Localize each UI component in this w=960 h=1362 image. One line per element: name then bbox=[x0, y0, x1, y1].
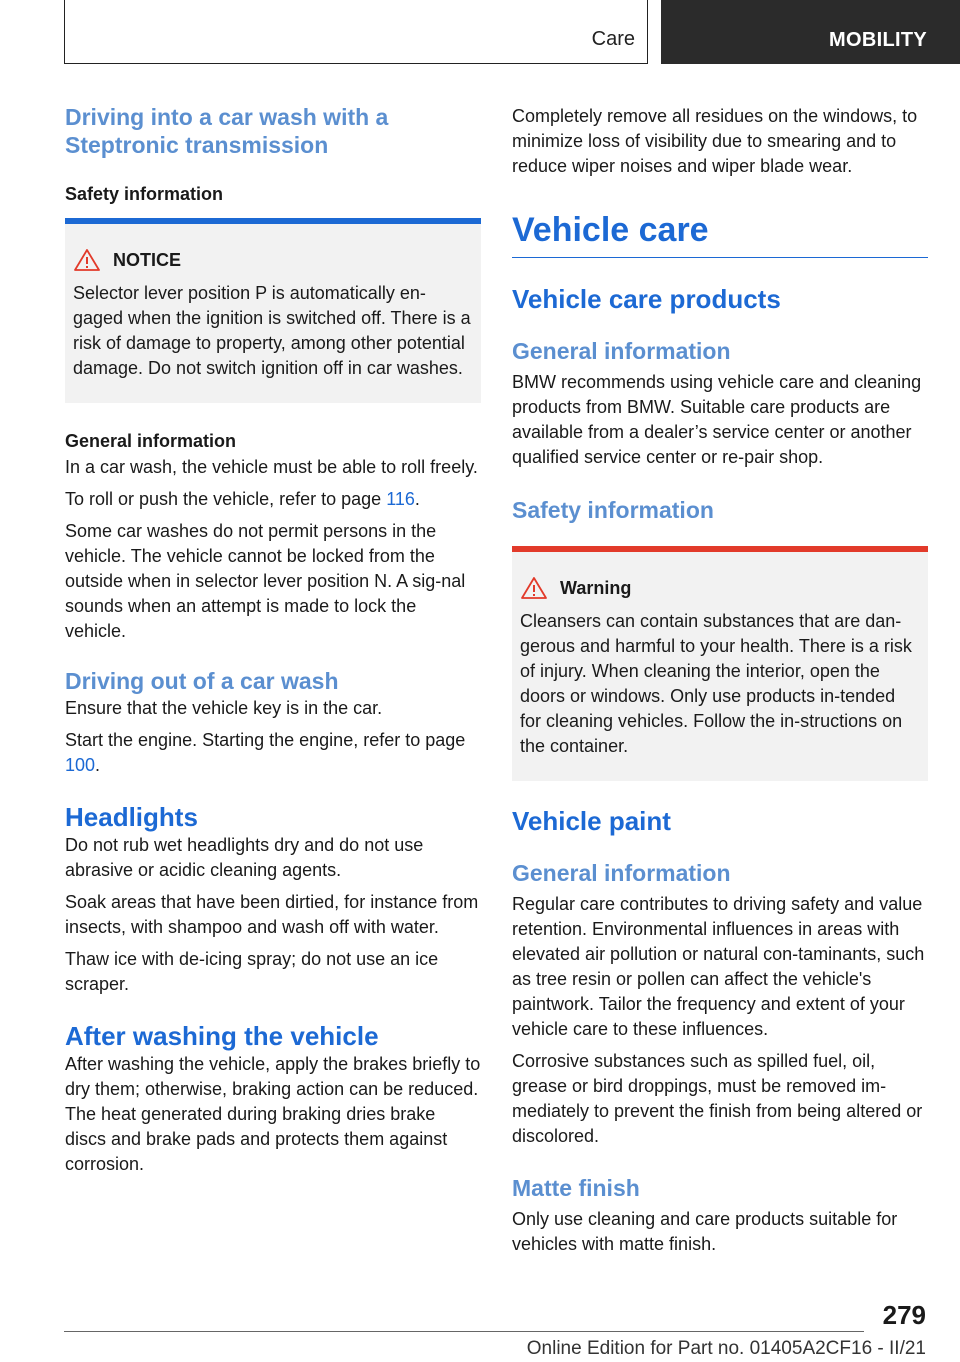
footer-edition: Online Edition for Part no. 01405A2CF16 - II/21 bbox=[526, 1338, 926, 1359]
text-period: . bbox=[414, 489, 420, 509]
notice-title: NOTICE bbox=[113, 249, 182, 270]
heading-vehicle-paint: Vehicle paint bbox=[512, 806, 671, 836]
warning-header bbox=[520, 576, 920, 600]
notice-text: Selector lever position P is automatically en‐gaged when the ignition is switched off. There is a risk of damage to property, among other potential damage. Do not switch ignition off in car washes. bbox=[73, 283, 471, 378]
heading-headlights: Headlights bbox=[65, 802, 198, 832]
header-frame bbox=[64, 0, 648, 64]
label-safety-information: Safety information bbox=[65, 184, 224, 204]
page-link-116[interactable]: 116 bbox=[386, 489, 415, 509]
warning-box bbox=[512, 546, 928, 781]
paragraph-soak-areas: Soak areas that have been dirtied, for instance from insects, with shampoo and wash off with water. bbox=[65, 892, 479, 937]
page-number: 279 bbox=[882, 1300, 926, 1330]
paragraph-thaw-ice: Thaw ice with de-icing spray; do not use an ice scraper. bbox=[65, 949, 439, 994]
heading-vehicle-care: Vehicle care bbox=[512, 211, 709, 249]
heading-after-washing: After washing the vehicle bbox=[65, 1021, 379, 1051]
text-roll-push: To roll or push the vehicle, refer to page bbox=[65, 489, 387, 509]
text-period: . bbox=[95, 755, 101, 775]
paragraph-apply-brakes: After washing the vehicle, apply the brakes briefly to dry them; otherwise, braking action can be reduced. The heat generated during braking dries brake discs and brake pads and protects them against corrosion. bbox=[65, 1054, 481, 1174]
heading-general-information-1: General information bbox=[512, 338, 731, 364]
page-link-100[interactable]: 100 bbox=[65, 755, 96, 775]
heading-safety-information: Safety information bbox=[512, 497, 714, 523]
warning-title: Warning bbox=[560, 577, 632, 598]
right-column bbox=[512, 100, 928, 1257]
header-chapter-tab[interactable] bbox=[661, 0, 960, 64]
heading-general-information-2: General information bbox=[512, 860, 731, 886]
paragraph-regular-care: Regular care contributes to driving safety and value retention. Environmental influences in areas with elevated air pollution or natural con‐taminants, such as tree resin or pollen can affect the vehicle's paintwork. Tailor the frequency and extent of your vehicle care to these influences. bbox=[512, 894, 925, 1039]
chapter-label: MOBILITY bbox=[829, 29, 927, 51]
header-section-title: Care bbox=[591, 28, 635, 50]
paragraph-roll-push bbox=[65, 487, 481, 512]
paragraph-matte-finish: Only use cleaning and care products suitable for vehicles with matte finish. bbox=[512, 1209, 898, 1254]
paragraph-key-in-car: Ensure that the vehicle key is in the car. bbox=[65, 698, 383, 718]
paragraph-roll-freely: In a car wash, the vehicle must be able to roll freely. bbox=[65, 457, 478, 477]
notice-box bbox=[65, 218, 481, 403]
heading-driving-out: Driving out of a car wash bbox=[65, 668, 339, 694]
heading-carwash-steptronic: Driving into a car wash with a Steptronic transmission bbox=[65, 104, 389, 158]
paragraph-persons-in-vehicle: Some car washes do not permit persons in the vehicle. The vehicle cannot be locked from the outside when in selector lever position N. A sig‐nal sounds when an attempt is made to lock the vehicle. bbox=[65, 521, 466, 641]
paragraph-headlights-rub: Do not rub wet headlights dry and do not use abrasive or acidic cleaning agents. bbox=[65, 835, 424, 880]
heading-matte-finish: Matte finish bbox=[512, 1175, 640, 1201]
paragraph-start-engine bbox=[65, 728, 481, 778]
label-general-information: General information bbox=[65, 431, 237, 451]
heading-vehicle-care-products: Vehicle care products bbox=[512, 284, 781, 314]
paragraph-remove-residues: Completely remove all residues on the windows, to minimize loss of visibility due to smearing and to reduce wiper noises and wiper blade wear. bbox=[512, 106, 918, 176]
footer-divider bbox=[64, 1331, 864, 1332]
paragraph-corrosive: Corrosive substances such as spilled fuel, oil, grease or bird droppings, must be removed im‐mediately to prevent the finish from being altered or discolored. bbox=[512, 1051, 923, 1146]
notice-header bbox=[73, 248, 473, 272]
warning-triangle-icon bbox=[73, 248, 101, 272]
paragraph-bmw-recommends: BMW recommends using vehicle care and cleaning products from BMW. Suitable care products are available from a dealer’s service center or another qualified service center or re‐pair shop. bbox=[512, 372, 922, 467]
warning-triangle-icon bbox=[520, 576, 548, 600]
text-start-engine: Start the engine. Starting the engine, refer to page bbox=[65, 730, 466, 750]
section-divider bbox=[512, 257, 928, 258]
warning-text: Cleansers can contain substances that are dan‐gerous and harmful to your health. There is a risk of injury. When cleaning the interior, open the doors or windows. Only use products in‐tended for cleaning vehicles. Follow the in‐structions on the container. bbox=[520, 611, 912, 756]
left-column bbox=[65, 100, 481, 1177]
